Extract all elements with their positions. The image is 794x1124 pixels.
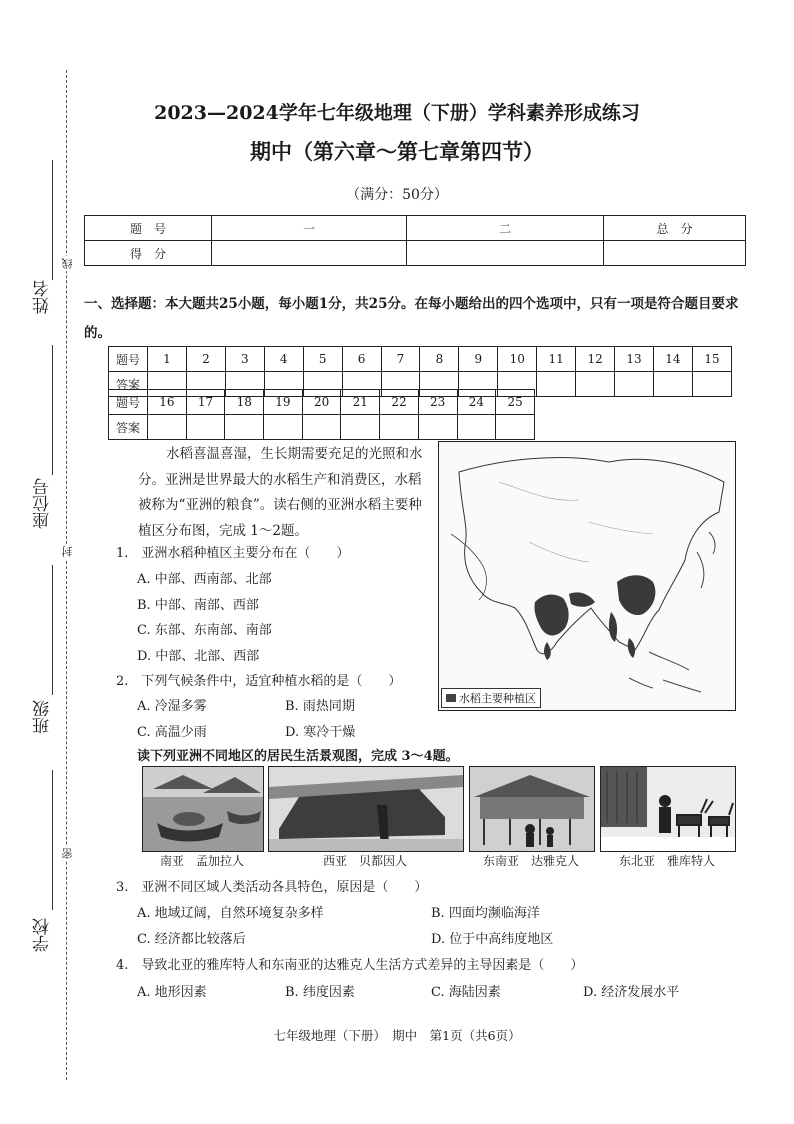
class-label: 班级 — [33, 700, 53, 734]
answer-cell[interactable] — [148, 415, 187, 440]
answer-cell[interactable] — [576, 372, 615, 397]
score-header-cell: 二 — [407, 216, 604, 241]
answer-cell[interactable] — [457, 415, 496, 440]
answer-cell[interactable] — [496, 415, 535, 440]
boat-scene-graphic — [143, 767, 263, 851]
question-number-cell: 25 — [496, 390, 535, 415]
page-footer: 七年级地理（下册） 期中 第1页（共6页） — [273, 1028, 521, 1043]
grid-label-number: 题号 — [109, 390, 148, 415]
question-number-cell: 24 — [457, 390, 496, 415]
legend-label: 水稻主要种植区 — [459, 692, 536, 705]
q4-option-b[interactable]: B. 纬度因素 — [285, 985, 355, 1000]
q2-option-d[interactable]: D. 寒冷干燥 — [285, 725, 356, 740]
question-number-cell: 18 — [225, 390, 264, 415]
q3-option-d[interactable]: D. 位于中高纬度地区 — [431, 932, 554, 947]
q4-option-c[interactable]: C. 海陆因素 — [431, 985, 501, 1000]
seat-label: 座位号 — [33, 478, 53, 529]
caption-dayak: 东南亚 达雅克人 — [482, 854, 579, 868]
seal-word-feng: 封 — [61, 546, 74, 557]
score-header-cell: 总 分 — [604, 216, 746, 241]
answer-cell[interactable] — [186, 415, 225, 440]
seal-word-mi: 密 — [61, 848, 74, 859]
asia-rice-map — [438, 441, 736, 711]
question-number-cell: 10 — [498, 347, 537, 372]
score-header-cell: 一 — [212, 216, 407, 241]
seat-underline — [52, 345, 53, 475]
score-row-label: 得 分 — [85, 241, 212, 266]
answer-cell[interactable] — [264, 415, 303, 440]
full-marks: （满分：50分） — [346, 187, 448, 203]
q2-stem: 2. 下列气候条件中，适宜种植水稻的是（ ） — [116, 674, 402, 689]
q3-option-b[interactable]: B. 四面均濒临海洋 — [431, 906, 540, 921]
q1-option-d[interactable]: D. 中部、北部、西部 — [137, 649, 260, 664]
question-number-cell: 12 — [576, 347, 615, 372]
question-number-cell: 22 — [380, 390, 419, 415]
q1-option-b[interactable]: B. 中部、南部、西部 — [137, 598, 259, 613]
q4-option-d[interactable]: D. 经济发展水平 — [583, 985, 680, 1000]
answer-cell[interactable] — [302, 415, 341, 440]
question-number-cell: 7 — [381, 347, 420, 372]
asia-map-graphic — [439, 442, 735, 710]
question-number-cell: 5 — [303, 347, 342, 372]
question-number-cell: 8 — [420, 347, 459, 372]
q3-option-a[interactable]: A. 地域辽阔，自然环境复杂多样 — [137, 906, 324, 921]
question-number-cell: 20 — [302, 390, 341, 415]
legend-swatch — [446, 694, 456, 702]
binding-dashed-line — [66, 70, 67, 1080]
photo-bangladesh-boats — [142, 766, 264, 852]
question-number-cell: 16 — [148, 390, 187, 415]
question-number-cell: 6 — [342, 347, 381, 372]
answer-cell[interactable] — [380, 415, 419, 440]
question-number-cell: 11 — [537, 347, 576, 372]
question-number-cell: 23 — [418, 390, 457, 415]
answer-cell[interactable] — [653, 372, 692, 397]
school-label: 学校 — [33, 918, 53, 952]
question-number-cell: 2 — [186, 347, 225, 372]
reindeer-scene-graphic — [601, 767, 735, 851]
question-number-cell: 4 — [264, 347, 303, 372]
score-input-cell[interactable] — [604, 241, 746, 266]
question-number-cell: 1 — [148, 347, 187, 372]
answer-cell[interactable] — [225, 415, 264, 440]
question-number-cell: 19 — [264, 390, 303, 415]
caption-bedouin: 西亚 贝都因人 — [322, 854, 407, 868]
q4-option-a[interactable]: A. 地形因素 — [137, 985, 207, 1000]
question-number-cell: 15 — [692, 347, 731, 372]
longhouse-scene-graphic — [470, 767, 594, 851]
q3-option-c[interactable]: C. 经济都比较落后 — [137, 932, 246, 947]
score-table — [84, 215, 746, 266]
tent-scene-graphic — [269, 767, 463, 851]
photo-yakut-reindeer — [600, 766, 736, 852]
answer-cell[interactable] — [537, 372, 576, 397]
q3-stem: 3. 亚洲不同区域人类活动各具特色，原因是（ ） — [116, 880, 428, 895]
score-header-cell: 题 号 — [85, 216, 212, 241]
q2-option-c[interactable]: C. 高温少雨 — [137, 725, 207, 740]
school-underline — [52, 770, 53, 910]
map-legend — [441, 688, 541, 708]
caption-yakut: 东北亚 雅库特人 — [618, 854, 715, 868]
answer-cell[interactable] — [615, 372, 654, 397]
question-number-cell: 14 — [653, 347, 692, 372]
question-number-cell: 13 — [615, 347, 654, 372]
answer-cell[interactable] — [418, 415, 457, 440]
q2-option-a[interactable]: A. 冷湿多雾 — [137, 699, 207, 714]
answer-grid-2 — [108, 389, 535, 440]
q1-option-a[interactable]: A. 中部、西南部、北部 — [137, 572, 272, 587]
question-number-cell: 3 — [225, 347, 264, 372]
question-number-cell: 21 — [341, 390, 380, 415]
q1-option-c[interactable]: C. 东部、东南部、南部 — [137, 623, 272, 638]
caption-bangladeshi: 南亚 孟加拉人 — [159, 854, 244, 868]
question-number-cell: 9 — [459, 347, 498, 372]
q2-option-b[interactable]: B. 雨热同期 — [285, 699, 355, 714]
seal-word-xian: 线 — [61, 258, 74, 269]
q1-stem: 1. 亚洲水稻种植区主要分布在（ ） — [116, 546, 350, 561]
exam-subtitle: 期中（第六章～第七章第四节） — [250, 139, 544, 164]
passage-landscapes: 读下列亚洲不同地区的居民生活景观图，完成 3～4题。 — [137, 749, 459, 764]
answer-cell[interactable] — [341, 415, 380, 440]
grid-label-answer: 答案 — [109, 415, 148, 440]
grid-label-answer: 答案 — [109, 372, 148, 397]
question-number-cell: 17 — [186, 390, 225, 415]
score-input-cell[interactable] — [407, 241, 604, 266]
answer-cell[interactable] — [692, 372, 731, 397]
photo-dayak-longhouse — [469, 766, 595, 852]
name-underline — [52, 160, 53, 280]
name-label: 姓名 — [33, 280, 53, 314]
section1-instructions: 一、选择题：本大题共25小题，每小题1分，共25分。在每小题给出的四个选项中，只有一项是符合题目要求的。 — [84, 296, 739, 341]
photo-bedouin-tent — [268, 766, 464, 852]
grid-label-number: 题号 — [109, 347, 148, 372]
q4-stem: 4. 导致北亚的雅库特人和东南亚的达雅克人生活方式差异的主导因素是（ ） — [116, 958, 584, 973]
score-input-cell[interactable] — [212, 241, 407, 266]
exam-title: 2023—2024学年七年级地理（下册）学科素养形成练习 — [154, 102, 640, 124]
passage-rice: 水稻喜温喜湿，生长期需要充足的光照和水分。亚洲是世界最大的水稻生产和消费区，水稻被称为“亚洲的粮食”。读右侧的亚洲水稻主要种植区分布图，完成 1～2题。 — [138, 446, 423, 539]
class-underline — [52, 565, 53, 695]
